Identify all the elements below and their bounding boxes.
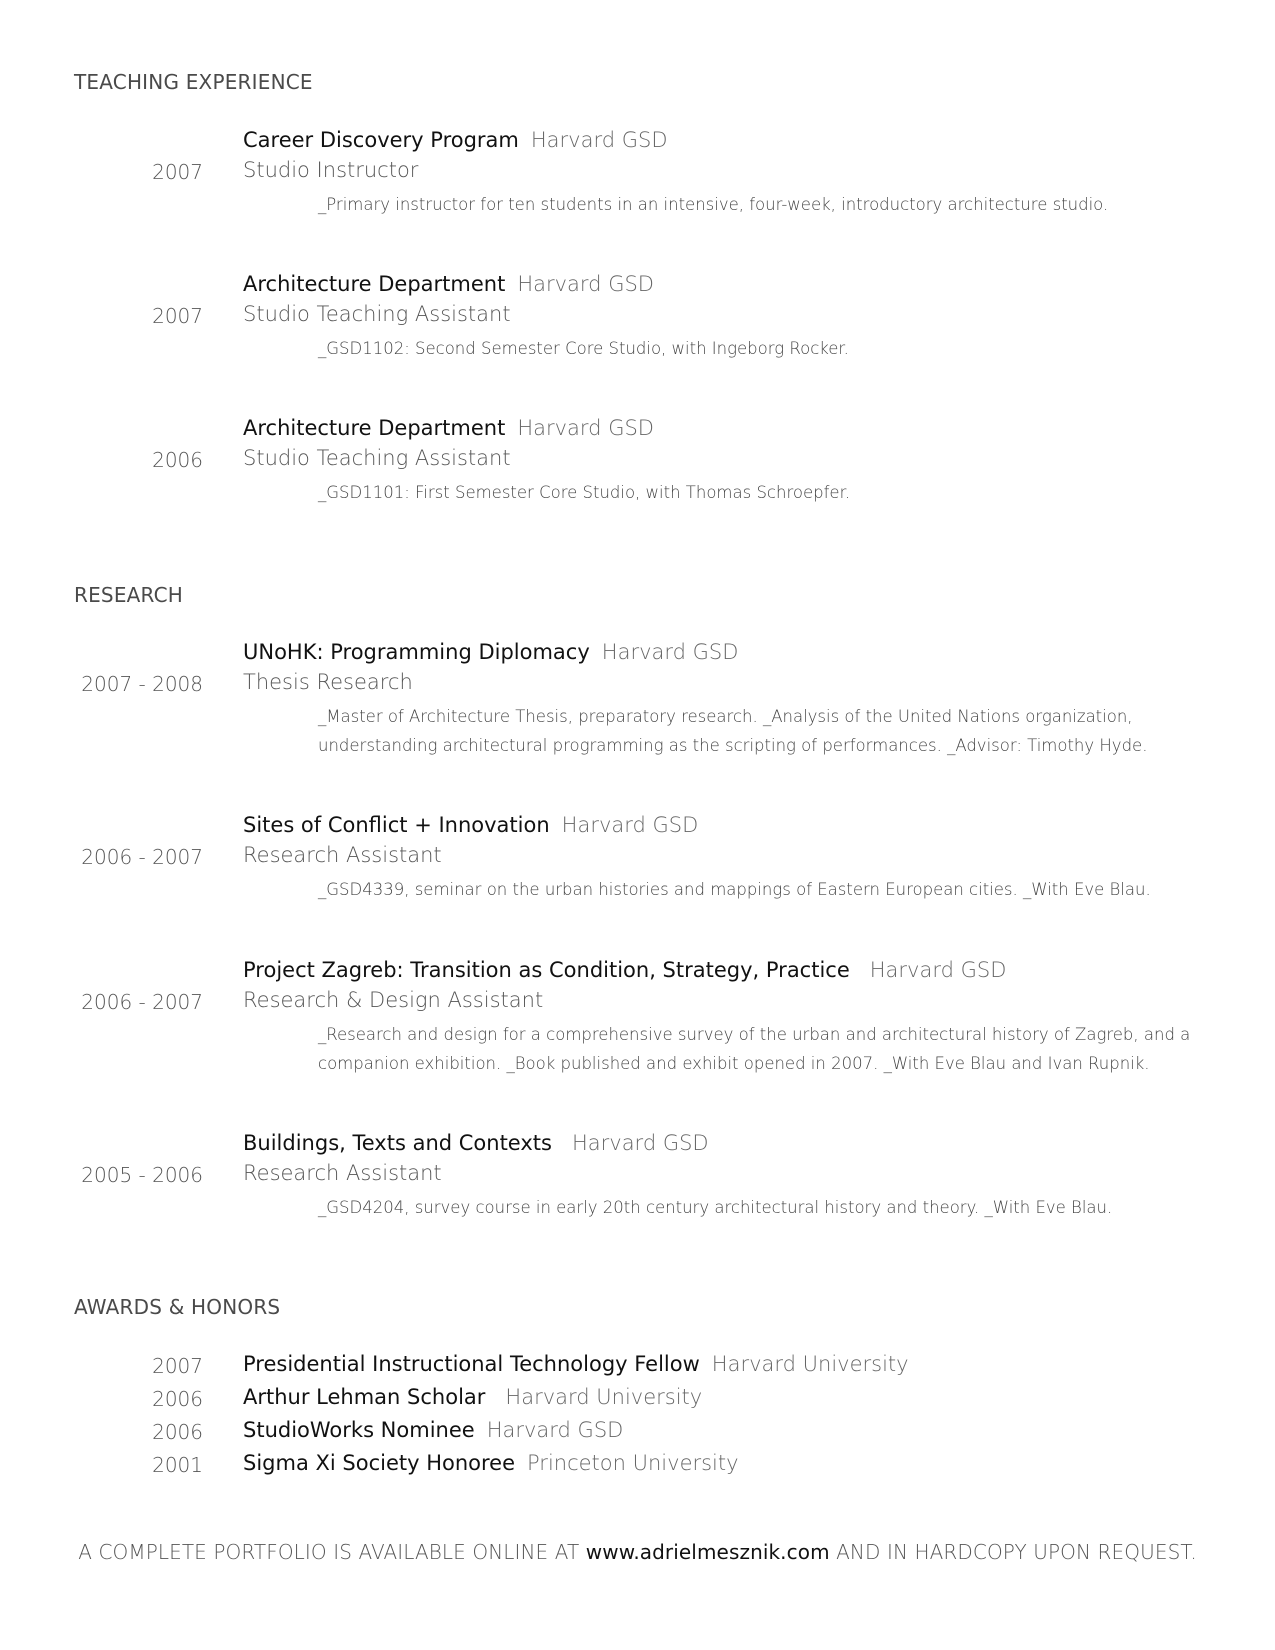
portfolio-url-link[interactable]: www.adrielmesznik.com xyxy=(585,1540,830,1564)
portfolio-footer xyxy=(0,1540,1275,1564)
award-title-line xyxy=(243,1451,739,1475)
entry-year: 2007 - 2008 xyxy=(81,672,203,696)
entry-description: _GSD1101: First Semester Core Studio, with Thomas Schroepfer. xyxy=(318,483,851,502)
entry-description: _Research and design for a comprehensive survey of the urban and architectural history of Zagreb, and a companion exhibition. _Book published and exhibit opened in 2007. _With Eve Blau and Ivan Rupnik. xyxy=(318,1025,1191,1073)
award-org: Princeton University xyxy=(527,1451,739,1475)
entry-title-line xyxy=(243,272,654,296)
section-heading-awards: AWARDS & HONORS xyxy=(74,1295,281,1319)
award-title-line xyxy=(243,1385,702,1409)
award-entry xyxy=(0,1418,1275,1448)
entry-title: UNoHK: Programming Diplomacy xyxy=(243,640,590,664)
entry-title: Buildings, Texts and Contexts xyxy=(243,1131,552,1155)
award-year: 2007 xyxy=(152,1354,203,1378)
entry-title-line xyxy=(243,958,1006,982)
entry-title: Career Discovery Program xyxy=(243,128,519,152)
entry-org: Harvard GSD xyxy=(869,958,1007,982)
award-org: Harvard University xyxy=(505,1385,703,1409)
award-title: Arthur Lehman Scholar xyxy=(243,1385,486,1409)
entry-org: Harvard GSD xyxy=(517,416,654,440)
entry-title: Architecture Department xyxy=(243,272,506,296)
award-entry xyxy=(0,1385,1275,1415)
entry-role: Studio Teaching Assistant xyxy=(243,302,511,326)
entry-description: _Primary instructor for ten students in an intensive, four-week, introductory architecture studio. xyxy=(318,195,1109,214)
entry-year: 2007 xyxy=(152,160,203,184)
award-title-line xyxy=(243,1418,623,1442)
entry-title-line xyxy=(243,640,738,664)
award-entry xyxy=(0,1352,1275,1382)
entry-role: Research Assistant xyxy=(243,1161,442,1185)
entry-title: Architecture Department xyxy=(243,416,506,440)
entry-role: Thesis Research xyxy=(243,670,413,694)
award-year: 2006 xyxy=(152,1420,203,1444)
award-org: Harvard GSD xyxy=(486,1418,624,1442)
entry-org: Harvard GSD xyxy=(561,813,699,837)
entry-year: 2005 - 2006 xyxy=(81,1163,203,1187)
section-heading-research: RESEARCH xyxy=(74,583,184,607)
footer-prefix: A COMPLETE PORTFOLIO IS AVAILABLE ONLINE AT xyxy=(78,1540,580,1564)
award-title: Presidential Instructional Technology Fellow xyxy=(243,1352,700,1376)
award-title: Sigma Xi Society Honoree xyxy=(243,1451,516,1475)
entry-org: Harvard GSD xyxy=(530,128,668,152)
entry-role: Studio Instructor xyxy=(243,158,419,182)
entry-title: Sites of Conflict + Innovation xyxy=(243,813,550,837)
entry-title: Project Zagreb: Transition as Condition, Strategy, Practice xyxy=(243,958,850,982)
entry-title-line xyxy=(243,128,668,152)
footer-suffix: AND IN HARDCOPY UPON REQUEST. xyxy=(836,1540,1197,1564)
entry-year: 2006 - 2007 xyxy=(81,845,203,869)
entry-year: 2006 xyxy=(152,448,203,472)
entry-title-line xyxy=(243,813,698,837)
award-entry xyxy=(0,1451,1275,1481)
award-org: Harvard University xyxy=(711,1352,909,1376)
entry-description: _GSD4339, seminar on the urban histories and mappings of Eastern European cities. _With Eve Blau. xyxy=(318,880,1151,899)
entry-org: Harvard GSD xyxy=(601,640,739,664)
entry-description: _GSD1102: Second Semester Core Studio, with Ingeborg Rocker. xyxy=(318,339,849,358)
entry-role: Studio Teaching Assistant xyxy=(243,446,511,470)
entry-title-line xyxy=(243,416,654,440)
award-title-line xyxy=(243,1352,909,1376)
entry-role: Research Assistant xyxy=(243,843,442,867)
award-year: 2001 xyxy=(152,1453,203,1477)
entry-org: Harvard GSD xyxy=(571,1131,709,1155)
award-title: StudioWorks Nominee xyxy=(243,1418,475,1442)
entry-title-line xyxy=(243,1131,709,1155)
section-heading-teaching: TEACHING EXPERIENCE xyxy=(74,70,313,94)
entry-year: 2006 - 2007 xyxy=(81,990,203,1014)
entry-description: _GSD4204, survey course in early 20th century architectural history and theory. _With Eve Blau. xyxy=(318,1198,1113,1217)
entry-year: 2007 xyxy=(152,304,203,328)
entry-role: Research & Design Assistant xyxy=(243,988,544,1012)
award-year: 2006 xyxy=(152,1387,203,1411)
entry-org: Harvard GSD xyxy=(517,272,654,296)
entry-description: _Master of Architecture Thesis, preparatory research. _Analysis of the United Nations organization, understanding architectural programming as the scripting of performances. _Advisor: Timothy Hyde. xyxy=(318,707,1148,755)
